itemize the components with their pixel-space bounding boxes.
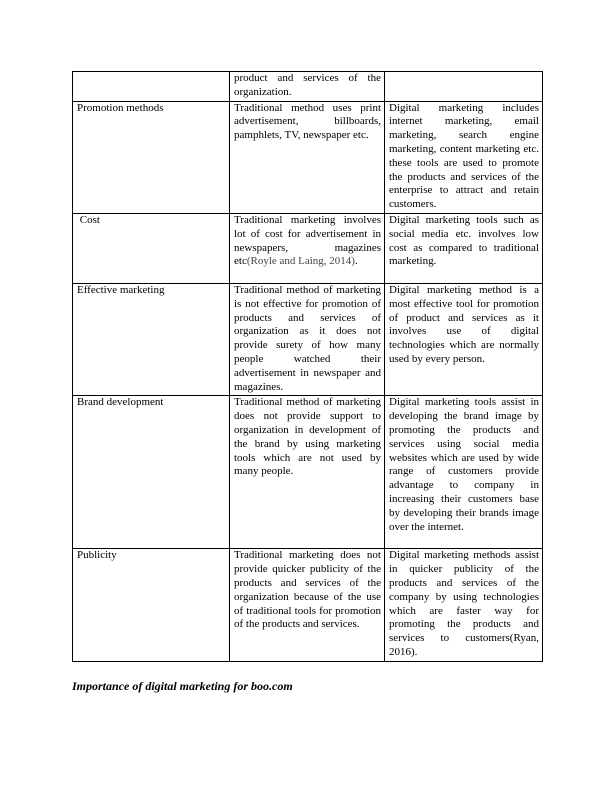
table-row bbox=[73, 213, 543, 283]
traditional-cell: product and services of the organization. bbox=[230, 72, 385, 102]
traditional-cell: Traditional method of marketing is not effective for promotion of products and services of organization as it does not provide surety of how many people watched their advertisement in newspaper and magazines. bbox=[230, 283, 385, 395]
table-row bbox=[73, 101, 543, 213]
table-row bbox=[73, 549, 543, 661]
aspect-cell: Publicity bbox=[73, 549, 230, 661]
section-heading: Importance of digital marketing for boo.com bbox=[72, 679, 293, 693]
digital-cell: Digital marketing includes internet marketing, email marketing, search engine marketing, content marketing etc. these tools are used to promote the products and services of the enterprise to attract and retain customers. bbox=[385, 101, 543, 213]
digital-cell: Digital marketing methods assist in quicker publicity of the products and services of the company by using technologies which are faster way for promoting the products and services to customers(Ryan, 2016). bbox=[385, 549, 543, 661]
aspect-cell: Effective marketing bbox=[73, 283, 230, 395]
aspect-cell: Promotion methods bbox=[73, 101, 230, 213]
table-row bbox=[73, 396, 543, 549]
traditional-cell bbox=[230, 213, 385, 283]
digital-cell: Digital marketing method is a most effective tool for promotion of product and services as it involves use of digital technologies which are normally used by every person. bbox=[385, 283, 543, 395]
traditional-cell: Traditional marketing does not provide quicker publicity of the products and services of the organization because of the use of traditional tools for promotion of the products and services. bbox=[230, 549, 385, 661]
comparison-table bbox=[72, 71, 543, 662]
traditional-cell: Traditional method uses print advertisement, billboards, pamphlets, TV, newspaper etc. bbox=[230, 101, 385, 213]
traditional-text: Traditional marketing involves lot of cost for advertisement in newspapers, magazines etc bbox=[234, 213, 381, 268]
aspect-cell: Brand development bbox=[73, 396, 230, 549]
digital-cell bbox=[385, 72, 543, 102]
table-row bbox=[73, 72, 543, 102]
digital-cell: Digital marketing tools assist in developing the brand image by promoting the products and services using social media websites which are used by wide range of customers provide advantage to company in increasing their customers base by developing their brands image over the internet. bbox=[385, 396, 543, 549]
table-row bbox=[73, 283, 543, 395]
traditional-cell: Traditional method of marketing does not provide support to organization in development of the brand by using marketing tools which are not used by many people. bbox=[230, 396, 385, 549]
period: . bbox=[354, 255, 358, 268]
aspect-cell: Cost bbox=[73, 213, 230, 283]
aspect-cell bbox=[73, 72, 230, 102]
digital-cell: Digital marketing tools such as social media etc. involves low cost as compared to traditional marketing. bbox=[385, 213, 543, 283]
citation: (Royle and Laing, 2014) bbox=[246, 255, 355, 268]
